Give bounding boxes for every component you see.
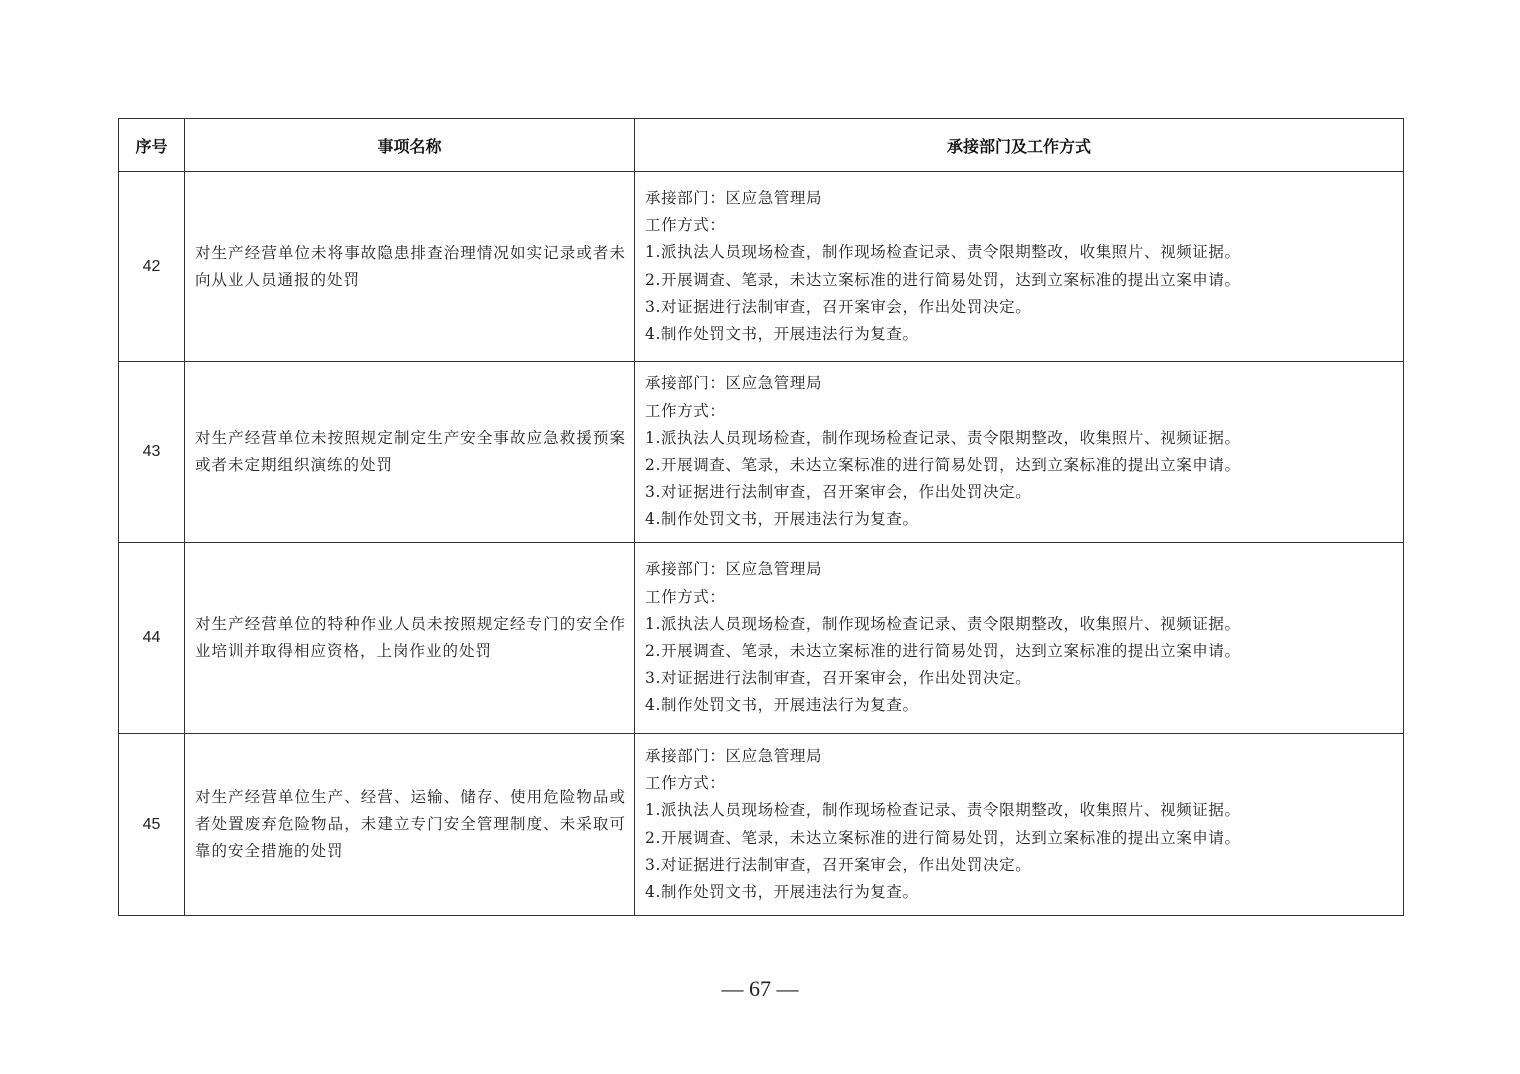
work-method-label: 工作方式： bbox=[645, 216, 726, 235]
work-step: 3.对证据进行法制审查，召开案审会，作出处罚决定。 bbox=[645, 855, 1032, 874]
department-line: 承接部门：区应急管理局 bbox=[645, 188, 823, 207]
row-department-method bbox=[635, 362, 1404, 543]
work-step: 1.派执法人员现场检查，制作现场检查记录、责令限期整改，收集照片、视频证据。 bbox=[645, 428, 1241, 447]
department-line: 承接部门：区应急管理局 bbox=[645, 374, 823, 393]
row-serial-number: 45 bbox=[119, 734, 185, 916]
work-step: 4.制作处罚文书，开展违法行为复查。 bbox=[645, 324, 919, 343]
work-step: 4.制作处罚文书，开展违法行为复查。 bbox=[645, 882, 919, 901]
work-step: 3.对证据进行法制审查，召开案审会，作出处罚决定。 bbox=[645, 297, 1032, 316]
table-row bbox=[119, 362, 1404, 543]
table-header bbox=[119, 119, 1404, 172]
matters-table bbox=[118, 118, 1404, 916]
department-line: 承接部门：区应急管理局 bbox=[645, 560, 823, 579]
work-step: 1.派执法人员现场检查，制作现场检查记录、责令限期整改，收集照片、视频证据。 bbox=[645, 614, 1241, 633]
work-step: 4.制作处罚文书，开展违法行为复查。 bbox=[645, 510, 919, 529]
row-serial-number: 42 bbox=[119, 172, 185, 362]
work-method-label: 工作方式： bbox=[645, 401, 726, 420]
work-method-label: 工作方式： bbox=[645, 774, 726, 793]
work-step: 2.开展调查、笔录，未达立案标准的进行简易处罚，达到立案标准的提出立案申请。 bbox=[645, 270, 1241, 289]
row-department-method bbox=[635, 734, 1404, 916]
row-serial-number: 43 bbox=[119, 362, 185, 543]
page-number: — 67 — bbox=[721, 976, 799, 1001]
work-step: 3.对证据进行法制审查，召开案审会，作出处罚决定。 bbox=[645, 669, 1032, 688]
work-step: 3.对证据进行法制审查，召开案审会，作出处罚决定。 bbox=[645, 483, 1032, 502]
work-step: 1.派执法人员现场检查，制作现场检查记录、责令限期整改，收集照片、视频证据。 bbox=[645, 243, 1241, 262]
header-matter-name: 事项名称 bbox=[185, 119, 635, 172]
table-row bbox=[119, 172, 1404, 362]
work-method-label: 工作方式： bbox=[645, 587, 726, 606]
row-matter-name: 对生产经营单位的特种作业人员未按照规定经专门的安全作业培训并取得相应资格，上岗作业的处罚 bbox=[185, 543, 635, 734]
row-matter-name: 对生产经营单位未将事故隐患排查治理情况如实记录或者未向从业人员通报的处罚 bbox=[185, 172, 635, 362]
header-row bbox=[119, 119, 1404, 172]
work-step: 2.开展调查、笔录，未达立案标准的进行简易处罚，达到立案标准的提出立案申请。 bbox=[645, 828, 1241, 847]
work-step: 2.开展调查、笔录，未达立案标准的进行简易处罚，达到立案标准的提出立案申请。 bbox=[645, 642, 1241, 660]
header-serial-number: 序号 bbox=[119, 119, 185, 172]
table-body bbox=[119, 172, 1404, 916]
department-line: 承接部门：区应急管理局 bbox=[645, 746, 823, 765]
row-serial-number: 44 bbox=[119, 543, 185, 734]
table-row bbox=[119, 543, 1404, 734]
row-matter-name: 对生产经营单位未按照规定制定生产安全事故应急救援预案或者未定期组织演练的处罚 bbox=[185, 362, 635, 543]
header-department-method: 承接部门及工作方式 bbox=[635, 119, 1404, 172]
table-row bbox=[119, 734, 1404, 916]
row-department-method bbox=[635, 543, 1404, 734]
work-step: 2.开展调查、笔录，未达立案标准的进行简易处罚，达到立案标准的提出立案申请。 bbox=[645, 456, 1241, 474]
row-department-method bbox=[635, 172, 1404, 362]
row-matter-name: 对生产经营单位生产、经营、运输、储存、使用危险物品或者处置废弃危险物品，未建立专门安全管理制度、未采取可靠的安全措施的处罚 bbox=[185, 734, 635, 916]
work-step: 4.制作处罚文书，开展违法行为复查。 bbox=[645, 696, 919, 715]
work-step: 1.派执法人员现场检查，制作现场检查记录、责令限期整改，收集照片、视频证据。 bbox=[645, 801, 1241, 820]
